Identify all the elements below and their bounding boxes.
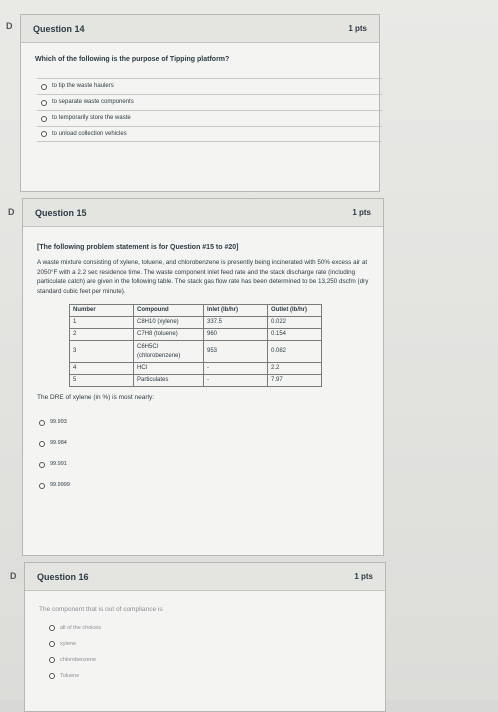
answer-option[interactable] (37, 412, 369, 433)
answer-option[interactable] (37, 94, 382, 110)
answer-label: 99.984 (50, 440, 67, 446)
answer-list (47, 620, 371, 684)
answer-list (37, 78, 382, 142)
question-prompt: The DRE of xylene (in %) is most nearly: (37, 394, 155, 401)
answer-option[interactable] (37, 433, 369, 454)
answer-option[interactable] (47, 620, 371, 636)
radio-button[interactable] (39, 483, 45, 489)
radio-button[interactable] (41, 116, 47, 122)
answer-option[interactable] (37, 475, 369, 496)
table-cell: 5 (70, 375, 134, 387)
table-row (70, 341, 322, 363)
question-header (23, 199, 383, 227)
data-table (69, 304, 322, 387)
radio-button[interactable] (49, 625, 55, 631)
question-title: Question 15 (35, 207, 87, 218)
table-row (70, 317, 322, 329)
answer-list (37, 412, 369, 496)
table-cell: 2 (70, 329, 134, 341)
table-row (70, 363, 322, 375)
radio-button[interactable] (49, 673, 55, 679)
question-header (25, 563, 385, 591)
radio-button[interactable] (39, 441, 45, 447)
table-header: Compound (134, 305, 204, 317)
radio-button[interactable] (41, 84, 47, 90)
answer-option[interactable] (47, 668, 371, 684)
answer-option[interactable] (37, 454, 369, 475)
question-points: 1 pts (352, 208, 371, 217)
table-header: Inlet (lb/hr) (204, 305, 268, 317)
question-header (21, 15, 379, 43)
radio-button[interactable] (49, 657, 55, 663)
table-cell: 0.154 (268, 329, 322, 341)
answer-label: xylene (60, 640, 76, 647)
answer-option[interactable] (37, 78, 382, 94)
answer-option[interactable] (37, 126, 382, 142)
answer-label: 99.9999 (50, 482, 70, 488)
table-cell: C6H5Cl (chlorobenzene) (134, 341, 204, 363)
answer-label: all of the choices (60, 624, 101, 631)
table-cell: 0.082 (268, 341, 322, 363)
table-cell: 4 (70, 363, 134, 375)
radio-button[interactable] (49, 641, 55, 647)
radio-button[interactable] (39, 462, 45, 468)
answer-label: 99.993 (50, 419, 67, 425)
table-cell: - (204, 375, 268, 387)
answer-option[interactable] (37, 110, 382, 126)
table-header: Outlet (lb/hr) (268, 305, 322, 317)
table-cell: C7H8 (toluene) (134, 329, 204, 341)
question-title: Question 14 (33, 23, 85, 34)
table-cell: Particulates (134, 375, 204, 387)
answer-label: to unload collection vehicles (52, 130, 127, 137)
radio-button[interactable] (41, 131, 47, 137)
question-prompt: Which of the following is the purpose of Tipping platform? (35, 56, 230, 63)
table-row (70, 375, 322, 387)
radio-button[interactable] (41, 100, 47, 106)
table-cell: 960 (204, 329, 268, 341)
answer-label: chlorobenzene (60, 656, 97, 663)
table-cell: 0.022 (268, 317, 322, 329)
table-cell: 953 (204, 341, 268, 363)
answer-label: to separate waste components (52, 99, 134, 105)
table-cell: C8H10 (xylene) (134, 317, 204, 329)
table-cell: HCl (134, 363, 204, 375)
problem-statement: A waste mixture consisting of xylene, toluene, and chlorobenzene is presently being incinerated with 50% excess air at 2050°F with a 2.2 sec residence time. The waste component inlet feed rate and the stack discharge rate (including particulate catch) are given in the following table. The stack gas flow rate has been determined to be 13,250 dscfm (dry standard cubic feet per minute). (37, 259, 369, 295)
question-prompt: The component that is out of compliance is (39, 606, 163, 613)
table-cell: 7.97 (268, 375, 322, 387)
answer-label: to tip the waste haulers (52, 83, 114, 89)
table-cell: 1 (70, 317, 134, 329)
table-cell: - (204, 363, 268, 375)
table-header: Number (70, 305, 134, 317)
table-cell: 2.2 (268, 363, 322, 375)
radio-button[interactable] (39, 420, 45, 426)
flag-question-icon[interactable]: D (10, 571, 17, 581)
question-16-card (24, 562, 386, 712)
flag-question-icon[interactable]: D (8, 207, 15, 217)
question-points: 1 pts (354, 572, 373, 581)
table-cell: 337.5 (204, 317, 268, 329)
answer-option[interactable] (47, 636, 371, 652)
question-points: 1 pts (348, 24, 367, 33)
statement-title: [The following problem statement is for Question #15 to #20] (37, 244, 239, 251)
question-15-card (22, 198, 384, 556)
flag-question-icon[interactable]: D (6, 21, 13, 31)
answer-label: to temporarily store the waste (52, 115, 131, 121)
answer-label: Toluene (60, 672, 80, 679)
question-title: Question 16 (37, 571, 89, 582)
table-cell: 3 (70, 341, 134, 363)
answer-label: 99.991 (50, 461, 67, 467)
answer-option[interactable] (47, 652, 371, 668)
question-14-card (20, 14, 380, 192)
table-row (70, 329, 322, 341)
table-header-row (70, 305, 322, 317)
